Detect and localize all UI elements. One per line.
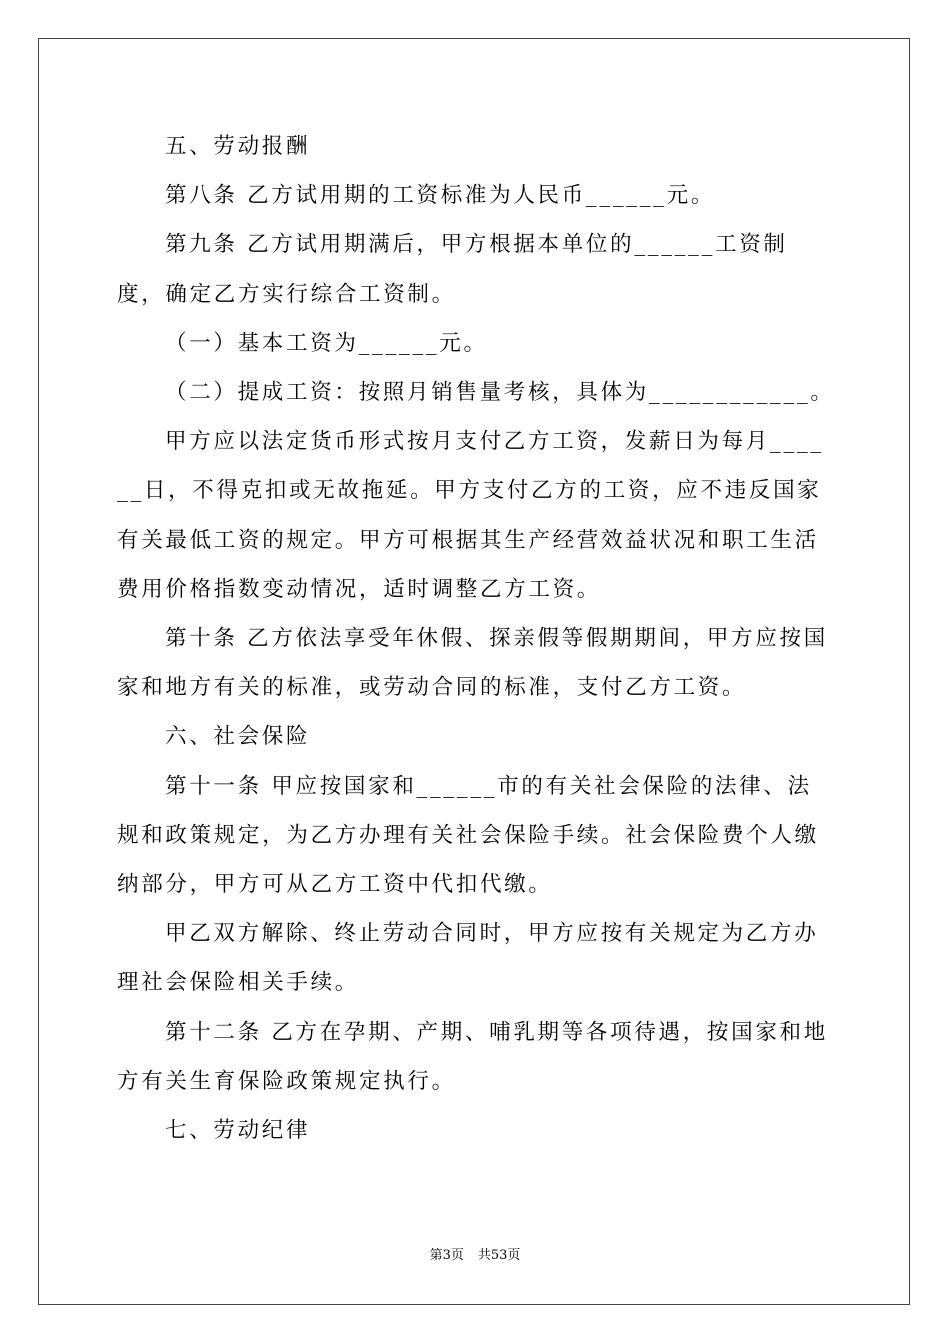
current-page-number: 第3页 <box>429 1248 464 1263</box>
section-heading-labor-remuneration: 五、劳动报酬 <box>165 134 311 159</box>
article-11: 第十一条 甲应按国家和______市的有关社会保险的法律、法规和政策规定，为乙方办理有关社会保险手续。社会保险费个人缴纳部分，甲方可从乙方工资中代扣代缴。 <box>117 773 819 898</box>
section-heading-labor-discipline: 七、劳动纪律 <box>165 1118 311 1144</box>
article-12: 第十二条 乙方在孕期、产期、哺乳期等各项待遇，按国家和地方有关生育保险政策规定执行。 <box>117 1019 828 1094</box>
document-body <box>117 122 835 1155</box>
basic-salary-item: （一）基本工资为______元。 <box>165 330 488 356</box>
article-8: 第八条 乙方试用期的工资标准为人民币______元。 <box>165 183 716 209</box>
article-9: 第九条 乙方试用期满后，甲方根据本单位的______工资制度，确定乙方实行综合工资制。 <box>117 232 788 307</box>
section-heading-social-insurance: 六、社会保险 <box>165 724 311 750</box>
total-page-count: 共53页 <box>477 1248 521 1263</box>
salary-payment-paragraph: 甲方应以法定货币形式按月支付乙方工资，发薪日为每月______日，不得克扣或无故拖延。甲方支付乙方的工资，应不违反国家有关最低工资的规定。甲方可根据其生产经营效益状况和职工生活费用价格指数变动情况，适时调整乙方工资。 <box>117 429 824 602</box>
commission-salary-item: （二）提成工资：按照月销售量考核，具体为____________。 <box>165 380 835 406</box>
article-10: 第十条 乙方依法享受年休假、探亲假等假期期间，甲方应按国家和地方有关的标准，或劳动合同的标准，支付乙方工资。 <box>117 626 828 701</box>
termination-insurance-paragraph: 甲乙双方解除、终止劳动合同时，甲方应按有关规定为乙方办理社会保险相关手续。 <box>117 921 819 996</box>
page-footer <box>0 1248 950 1264</box>
